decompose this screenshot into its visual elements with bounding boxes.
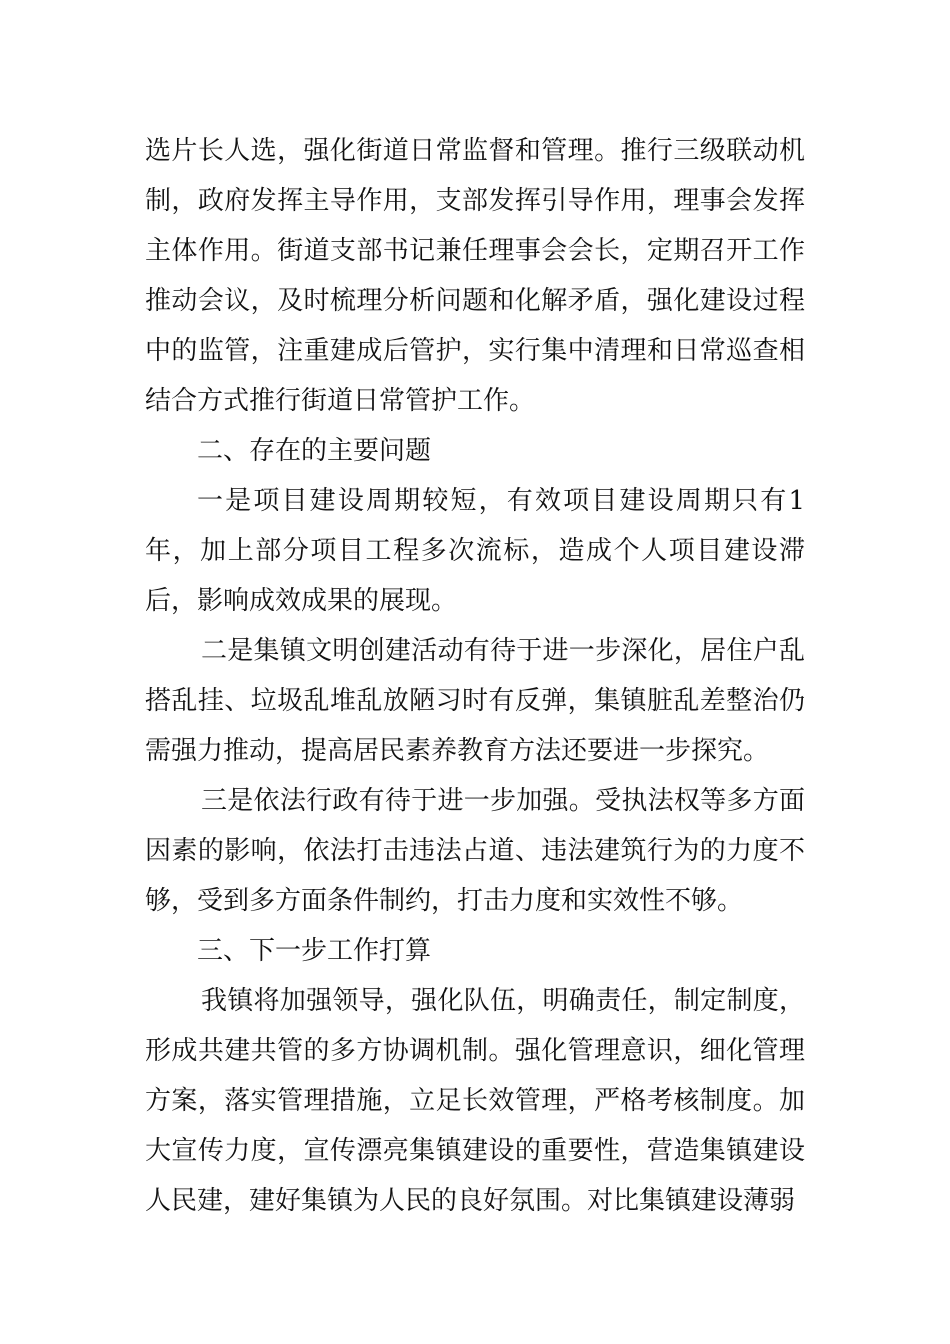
section-heading-problems: 二、存在的主要问题 — [197, 436, 432, 466]
section-heading-next-steps: 三、下一步工作打算 — [197, 936, 432, 966]
paragraph-problem-three: 三是依法行政有待于进一步加强。受执法权等多方面因素的影响，依法打击违法占道、违法建筑行为的力度不够，受到多方面条件制约，打击力度和实效性不够。 — [145, 786, 805, 916]
paragraph-continuation: 选片长人选，强化街道日常监督和管理。推行三级联动机制，政府发挥主导作用，支部发挥引导作用，理事会发挥主体作用。街道支部书记兼任理事会会长，定期召开工作推动会议，及时梳理分析问题和化解矛盾，强化建设过程中的监管，注重建成后管护，实行集中清理和日常巡查相结合方式推行街道日常管护工作。 — [145, 136, 805, 416]
paragraph-next-steps: 我镇将加强领导，强化队伍，明确责任，制定制度，形成共建共管的多方协调机制。强化管理意识，细化管理方案，落实管理措施，立足长效管理，严格考核制度。加大宣传力度，宣传漂亮集镇建设的重要性，营造集镇建设人民建，建好集镇为人民的良好氛围。对比集镇建设薄弱 — [145, 986, 805, 1216]
paragraph-problem-two: 二是集镇文明创建活动有待于进一步深化，居住户乱搭乱挂、垃圾乱堆乱放陋习时有反弹，集镇脏乱差整治仍需强力推动，提高居民素养教育方法还要进一步探究。 — [145, 636, 805, 766]
document-body — [145, 126, 805, 1226]
paragraph-problem-one: 一是项目建设周期较短，有效项目建设周期只有1年，加上部分项目工程多次流标，造成个人项目建设滞后，影响成效成果的展现。 — [145, 486, 805, 616]
